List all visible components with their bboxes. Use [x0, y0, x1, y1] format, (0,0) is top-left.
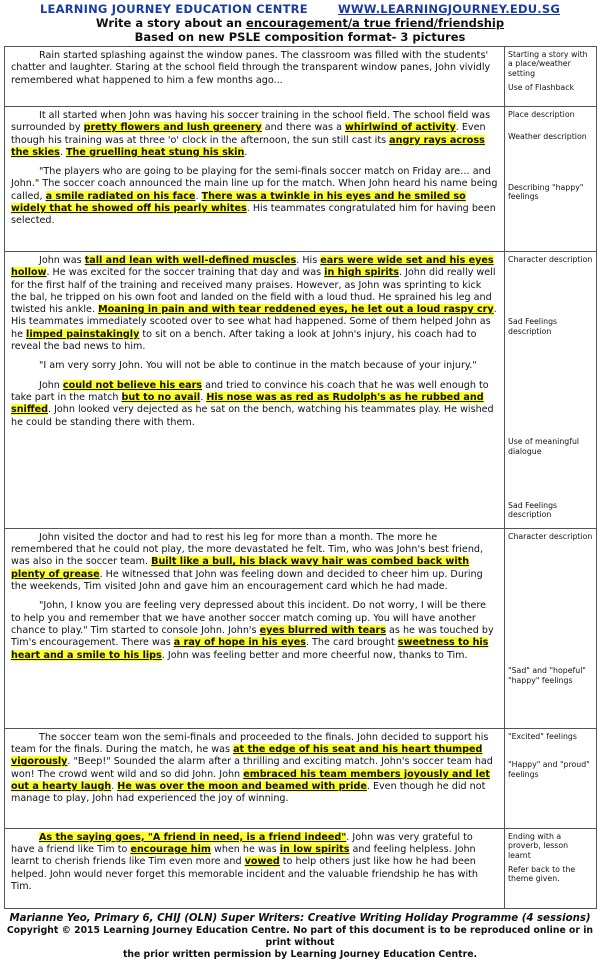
highlighted-phrase: ears were wide set and his eyes hollow: [11, 255, 494, 279]
highlighted-phrase: eyes blurred with tears: [259, 624, 386, 636]
note-spacer: [508, 546, 593, 666]
highlighted-phrase: He was over the moon and beamed with pride: [117, 781, 367, 793]
highlighted-phrase: encourage him: [130, 844, 211, 856]
story-text: . He witnessed that John was feeling down and decided to cheer him up. During the weekends, Tim visited John and gave him an encouragement card which he had made.: [11, 568, 483, 593]
note-spacer: [508, 124, 593, 132]
margin-note: "Sad" and "hopeful" "happy" feelings: [508, 666, 586, 685]
org-website-link[interactable]: WWW.LEARNINGJOURNEY.EDU.SG: [338, 2, 560, 16]
highlighted-phrase: tall and lean with well-defined muscles: [84, 255, 297, 266]
author-signature: Marianne Yeo, Primary 6, CHIJ (OLN) Super Writers: Creative Writing Holiday Programme (4 sessions): [9, 912, 591, 924]
copyright-line-2: the prior written permission by Learning Journey Education Centre.: [122, 948, 478, 960]
note-spacer: [508, 746, 593, 760]
margin-notes-cell: [505, 728, 597, 828]
story-text: . His teammates immediately scooted over to see what had happened. Some of them helped John as he: [11, 304, 497, 340]
story-section-row: [5, 728, 597, 828]
page-header: [0, 0, 600, 44]
story-text: . John looked very dejected as he sat on the bench, watching his teammates play. He wished he could be standing there with them.: [11, 404, 494, 428]
story-text: John: [39, 379, 63, 391]
story-text: John visited the doctor and had to rest his leg for more than a month. The more he remembered that he could not play, the more devastated he felt. Tim, who was John's best friend, was also in the soccer team.: [11, 531, 484, 568]
story-text-cell: [5, 728, 505, 828]
margin-note: Character description: [508, 255, 593, 264]
margin-note: "Happy" and "proud" feelings: [508, 760, 590, 779]
highlighted-phrase: a ray of hope in his eyes: [173, 637, 306, 649]
org-line: [0, 2, 600, 16]
page-footer: [0, 913, 600, 961]
margin-notes-cell: [505, 47, 597, 107]
margin-notes-cell: [505, 107, 597, 252]
margin-note: Weather description: [508, 132, 587, 142]
story-text: John was: [39, 255, 85, 266]
story-paragraph: [11, 50, 498, 87]
story-text: Rain started splashing against the window panes. The classroom was filled with the students' chatter and laughter. Staring at the school field through the transparent window panes, John vividly remembered what happened to him a few months ago...: [11, 50, 491, 86]
highlighted-phrase: whirlwind of activity: [345, 122, 456, 134]
highlighted-phrase: As the saying goes, "A friend in need, is a friend indeed": [39, 831, 347, 843]
story-text-cell: [5, 107, 505, 252]
story-section-row: [5, 47, 597, 107]
story-text: .: [195, 190, 202, 202]
highlighted-phrase: but to no avail: [121, 391, 201, 403]
story-text: It all started when John was having his soccer training in the school field. The school field was surrounded by: [11, 110, 491, 134]
story-text-cell: [5, 47, 505, 107]
story-text: .: [59, 146, 66, 158]
margin-note: Refer back to the theme given.: [508, 865, 576, 884]
note-spacer: [508, 147, 593, 183]
margin-note: Sad Feelings description: [508, 501, 558, 520]
story-text: . Even though his training was at three 'o' clock in the afternoon, the sun still cast its: [11, 122, 486, 146]
margin-notes-cell: [505, 252, 597, 529]
story-text: . "Beep!" Sounded the alarm after a thrilling and exciting match. John's soccer team had won! The crowd went wild and so did John. John: [11, 756, 493, 780]
highlighted-phrase: vowed: [244, 856, 280, 868]
story-section-row: [5, 528, 597, 728]
story-text: . John did really well for the first half of the training and received many praises. However, as John was sprinting to kick the bal, he tripped on his own foot and landed on the field with a loud thud. He sprained his leg and twisted his ankle.: [11, 267, 496, 316]
story-paragraph: [11, 832, 498, 893]
story-text: . His: [296, 255, 321, 266]
margin-note: Sad Feelings description: [508, 317, 558, 336]
story-text: and there was a: [261, 122, 346, 134]
story-section-row: [5, 828, 597, 908]
highlighted-phrase: His nose was as red as Rudolph's as he rubbed and sniffed: [11, 391, 484, 416]
note-spacer: [508, 341, 593, 437]
margin-notes-cell: [505, 828, 597, 908]
note-spacer: [508, 461, 593, 501]
margin-note: Ending with a proverb, lesson learnt: [508, 831, 569, 860]
org-name: LEARNING JOURNEY EDUCATION CENTRE: [40, 2, 308, 16]
highlighted-phrase: at the edge of his seat and his heart thumped vigorously: [11, 744, 483, 768]
task-topic: encouragement/a true friend/friendship: [246, 16, 505, 30]
story-paragraph: [11, 255, 498, 353]
story-text: "The players who are going to be playing for the semi-finals soccer match on Friday are… and John." The soccer coach announced the main line up for the match. When John heard his name being called,: [11, 166, 498, 202]
story-text-cell: [5, 528, 505, 728]
story-text: when he was: [210, 844, 280, 856]
margin-note: "Excited" feelings: [508, 731, 577, 741]
story-paragraph: [11, 110, 498, 159]
story-text: to sit on a bench. After taking a look at John's injury, his coach had to reveal the bad news to him.: [11, 328, 477, 353]
highlighted-phrase: in high spirits: [324, 267, 399, 279]
story-text: as he was touched by Tim's encouragement. There was: [11, 624, 494, 649]
story-paragraph: [11, 600, 498, 661]
story-section-row: [5, 107, 597, 252]
story-text: . Even though he did not manage to play, John had experienced the joy of winning.: [11, 781, 486, 805]
story-text: "John, I know you are feeling very depressed about this incident. Do not worry, I will be there to help you and remember that we have another soccer match coming up. You will have another chance to play." Tim started to console John. John's: [11, 600, 487, 636]
margin-note: Describing "happy" feelings: [508, 182, 584, 202]
story-paragraph: [11, 380, 498, 429]
story-text: . The card brought: [305, 637, 398, 649]
story-text: . John was very grateful to have a friend like Tim to: [11, 831, 473, 856]
margin-notes-cell: [505, 528, 597, 728]
copyright-line-1: Copyright © 2015 Learning Journey Education Centre. No part of this document is to be reproduced online or in print without: [6, 924, 594, 948]
highlighted-phrase: limped painstakingly: [26, 328, 140, 340]
highlighted-phrase: could not believe his ears: [62, 379, 203, 391]
note-spacer: [508, 269, 593, 317]
highlighted-phrase: angry rays across the skies: [11, 134, 485, 158]
margin-note: Starting a story with a place/weather setting: [508, 50, 588, 78]
story-text: .: [111, 781, 118, 793]
story-text: The soccer team won the semi-finals and proceeded to the finals. John decided to support his team for the finals. During the match, he was: [11, 731, 489, 756]
story-text: "I am very sorry John. You will not be able to continue in the match because of your injury.": [39, 360, 477, 372]
format-line: Based on new PSLE composition format- 3 pictures: [134, 30, 466, 44]
story-text: . John was feeling better and more cheerful now, thanks to Tim.: [161, 649, 468, 661]
story-paragraph: [11, 532, 498, 593]
story-text-cell: [5, 828, 505, 908]
margin-note: Use of meaningful dialogue: [508, 437, 580, 456]
story-section-row: [5, 252, 597, 529]
highlighted-phrase: sweetness to his heart and a smile to his lips: [11, 637, 489, 661]
story-text: . He was excited for the soccer training that day and was: [46, 267, 325, 279]
story-text: to help others just like how he had been helped. John would never forget this memorable incident and the valuable friendship he has with Tim.: [11, 856, 478, 893]
highlighted-phrase: There was a twinkle in his eyes and he smiled so widely that he showed off his pearly whites: [11, 190, 466, 215]
margin-note: Place description: [508, 110, 575, 119]
highlighted-phrase: a smile radiated on his face: [45, 190, 196, 202]
story-text: . His teammates congratulated him for having been selected.: [11, 203, 496, 227]
story-text: and tried to convince his coach that he was well enough to take part in the match: [11, 379, 489, 403]
story-text-cell: [5, 252, 505, 529]
highlighted-phrase: embraced his team members joyously and let out a hearty laugh: [11, 768, 490, 793]
story-paragraph: [11, 166, 498, 227]
story-table: [4, 46, 597, 909]
story-paragraph: [11, 360, 498, 372]
highlighted-phrase: pretty flowers and lush greenery: [83, 122, 262, 134]
task-title: [0, 16, 600, 30]
margin-note: Character description: [508, 531, 593, 541]
task-prefix: Write a story about an: [95, 16, 247, 30]
story-text: .: [244, 146, 248, 158]
story-paragraph: [11, 732, 498, 806]
story-text: and feeling helpless. John learnt to cherish friends like Tim even more and: [11, 844, 476, 868]
highlighted-phrase: Moaning in pain and with tear reddened eyes, he let out a loud raspy cry: [98, 304, 494, 316]
story-text: .: [200, 391, 207, 403]
highlighted-phrase: The gruelling heat stung his skin: [65, 146, 245, 158]
highlighted-phrase: in low spirits: [279, 844, 350, 856]
highlighted-phrase: Built like a bull, his black wavy hair was combed back with plenty of grease: [11, 556, 470, 580]
margin-note: Use of Flashback: [508, 83, 574, 93]
